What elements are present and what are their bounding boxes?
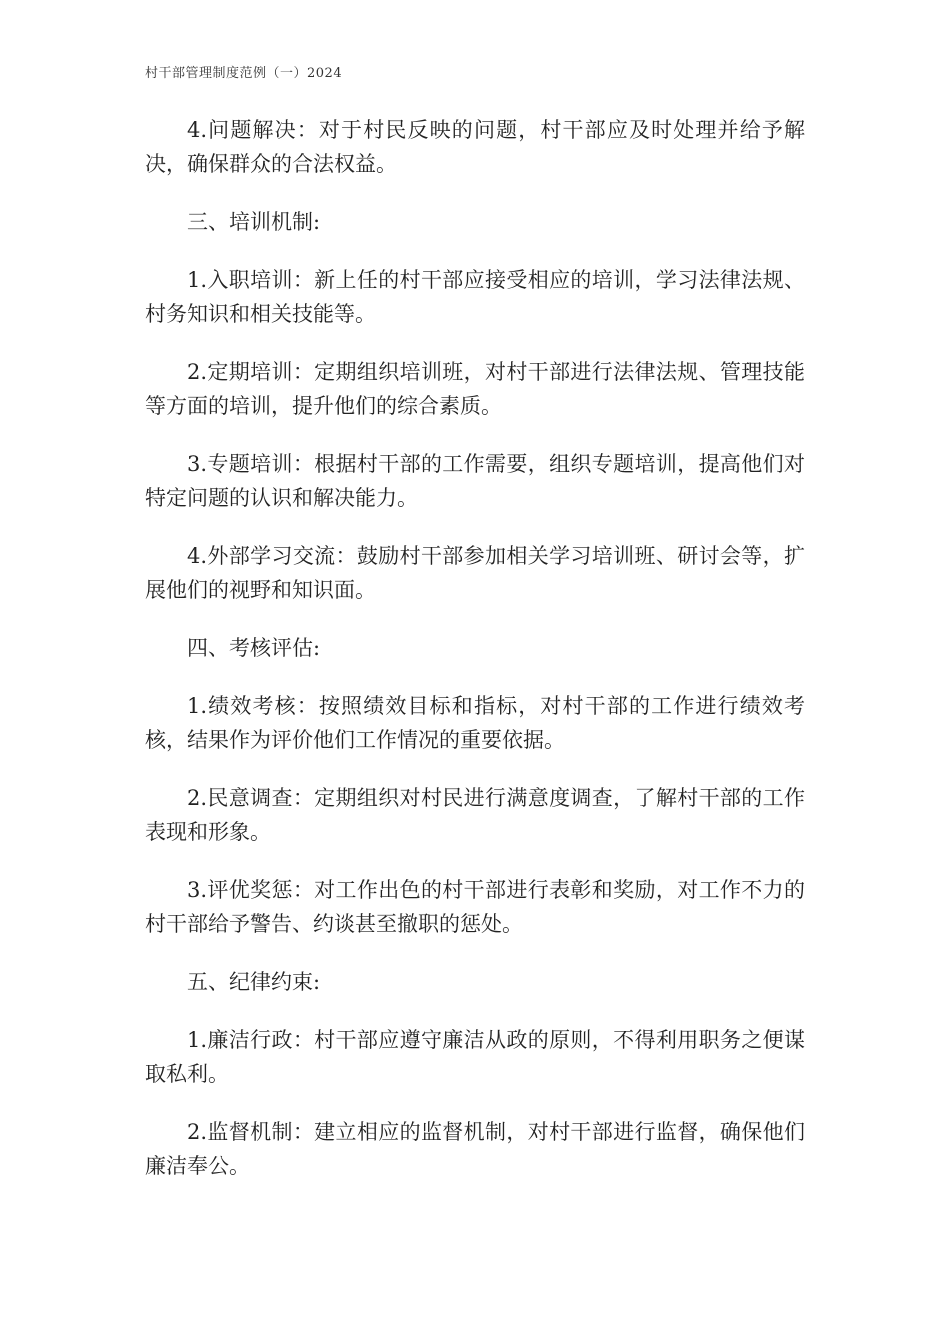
section-heading-assessment: 四、考核评估: [187, 636, 321, 660]
paragraph-regular-training: 2.定期培训：定期组织培训班，对村干部进行法律法规、管理技能等方面的培训，提升他们的综合素质。 [145, 360, 805, 418]
paragraph-onboarding-training: 1.入职培训：新上任的村干部应接受相应的培训，学习法律法规、村务知识和相关技能等。 [145, 268, 805, 326]
section-heading-training: 三、培训机制: [187, 210, 321, 234]
section-heading-discipline: 五、纪律约束: [187, 970, 321, 994]
paragraph-external-exchange: 4.外部学习交流：鼓励村干部参加相关学习培训班、研讨会等，扩展他们的视野和知识面。 [145, 544, 805, 602]
document-body [145, 113, 805, 1207]
paragraph-problem-solving: 4.问题解决：对于村民反映的问题，村干部应及时处理并给予解决，确保群众的合法权益。 [145, 118, 805, 176]
paragraph-performance-assessment: 1.绩效考核：按照绩效目标和指标，对村干部的工作进行绩效考核，结果作为评价他们工作情况的重要依据。 [145, 694, 805, 752]
paragraph-public-survey: 2.民意调查：定期组织对村民进行满意度调查，了解村干部的工作表现和形象。 [145, 786, 805, 844]
paragraph-supervision: 2.监督机制：建立相应的监督机制，对村干部进行监督，确保他们廉洁奉公。 [145, 1120, 805, 1178]
running-header: 村干部管理制度范例（一）2024 [145, 66, 343, 81]
paragraph-clean-governance: 1.廉洁行政：村干部应遵守廉洁从政的原则，不得利用职务之便谋取私利。 [145, 1028, 805, 1086]
paragraph-topic-training: 3.专题培训：根据村干部的工作需要，组织专题培训，提高他们对特定问题的认识和解决能力。 [145, 452, 805, 510]
paragraph-rewards-penalties: 3.评优奖惩：对工作出色的村干部进行表彰和奖励，对工作不力的村干部给予警告、约谈甚至撤职的惩处。 [145, 878, 805, 936]
